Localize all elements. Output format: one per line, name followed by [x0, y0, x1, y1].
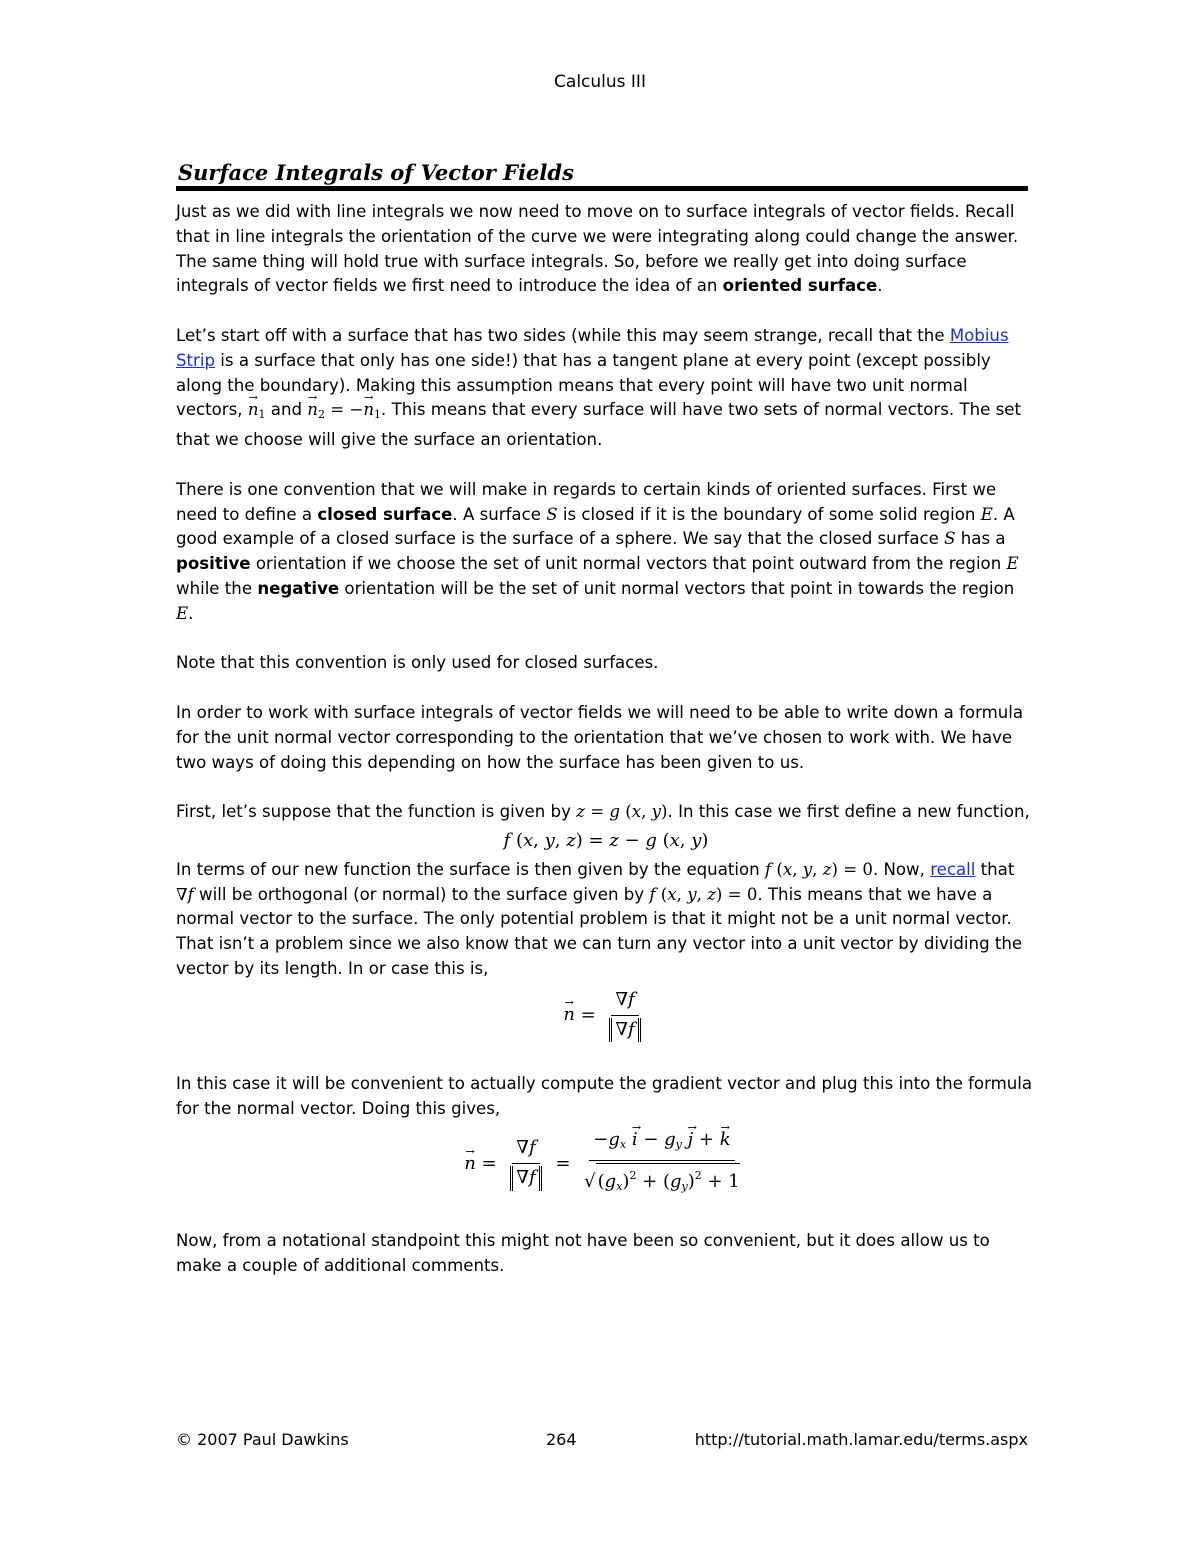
math-f-eq-0: f (x, y, z) = 0 [764, 859, 873, 879]
text: and [265, 400, 308, 420]
running-header: Calculus III [554, 72, 646, 92]
text: . Now, [872, 859, 931, 879]
text: is a surface that only has one side!) that has a tangent plane at every point (except possibly along the boundary). Making this assumption means that every point will have two unit normal vectors, [176, 350, 991, 420]
recall-link[interactable]: recall [930, 859, 976, 879]
paragraph-unit-normal: In order to work with surface integrals of vector fields we will need to be able to write down a formula for the unit normal vector corresponding to the orientation that we’ve chosen to work with. We have two ways of doing this depending on how the surface has been given to us. [176, 702, 1024, 772]
text: . This means that every surface will have two sets of normal vectors. The set that we choose will give the surface an orientation. [176, 400, 1021, 450]
term-negative: negative [257, 578, 340, 598]
title-rule [176, 186, 1028, 191]
text: has a [955, 529, 1006, 549]
math-S: S [546, 504, 558, 524]
section-title: Surface Integrals of Vector Fields [178, 160, 574, 185]
equation-unit-normal: → n = $\frac{\nabla f}{\nabla f}$ [176, 988, 1036, 1043]
text: . [877, 276, 883, 296]
text: . A good example of a closed surface is the surface of a sphere. We say that the closed surface [176, 504, 1015, 549]
math-grad-f: ∇f [176, 884, 194, 904]
text: There is one convention that we will make in regards to certain kinds of oriented surfaces. First we need to define a [176, 479, 997, 524]
footer-url: http://tutorial.math.lamar.edu/terms.aspx [694, 1430, 1028, 1449]
equation-normal-expanded: → n = $\frac{\nabla f}{\nabla f}$ = $\frac{-g_x \to i - g_y \to j + \to k}{√ (g_x)^2 + (g_y)^2 + 1}$ [176, 1128, 1036, 1200]
text: In terms of our new function the surface is then given by the equation [176, 859, 765, 879]
math-E: E [176, 603, 189, 623]
paragraph-compute: In this case it will be convenient to actually compute the gradient vector and plug this into the formula for the normal vector. Doing this gives, [176, 1074, 1033, 1119]
text: will be orthogonal (or normal) to the surface given by [193, 884, 650, 904]
paragraph-two-sides [176, 324, 1036, 453]
term-closed-surface: closed surface [317, 504, 453, 524]
paragraph-gradient [176, 858, 1036, 982]
text: . This means that we have a normal vector to the surface. The only potential problem is that it might not be a unit normal vector. That isn’t a problem since we also know that we can turn any vector into a unit vector by dividing the vector by its length. In or case this is, [176, 884, 1023, 978]
paragraph-notational: Now, from a notational standpoint this might not have been so convenient, but it does allow us to make a couple of additional comments. [176, 1231, 990, 1276]
text: . In this case we first define a new function, [667, 802, 1030, 822]
math-n2-eq: → $n_2$ = −→ $n_1$ [307, 400, 381, 419]
equation-f-def: f (x, y, z) = z − g (x, y) [503, 829, 709, 851]
text: Just as we did with line integrals we now need to move on to surface integrals of vector fields. Recall that in line integrals the orientation of the curve we were integrating along could change the answer. The same thing will hold true with surface integrals. So, before we really get into doing surface integrals of vector fields we first need to introduce the idea of an [176, 202, 1019, 296]
text: Let’s start off with a surface that has two sides (while this may seem strange, recall that the [176, 325, 950, 345]
math-E: E [1006, 554, 1019, 574]
term-positive: positive [176, 554, 251, 574]
document-body [176, 200, 1036, 1304]
text: that [975, 859, 1015, 879]
mobius-strip-link[interactable]: Mobius Strip [176, 325, 1009, 370]
term-oriented-surface: oriented surface [722, 276, 878, 296]
footer-copyright: © 2007 Paul Dawkins [176, 1430, 349, 1449]
paragraph-note: Note that this convention is only used for closed surfaces. [176, 653, 659, 673]
text: . A surface [452, 504, 547, 524]
text: orientation will be the set of unit normal vectors that point in towards the region [339, 578, 1015, 598]
text: is closed if it is the boundary of some solid region [557, 504, 981, 524]
text: First, let’s suppose that the function is given by [176, 802, 577, 822]
math-n1: → $n_1$ [248, 400, 266, 419]
paragraph-intro [176, 200, 1036, 299]
text: orientation if we choose the set of unit normal vectors that point outward from the region [250, 554, 1007, 574]
math-S: S [944, 529, 956, 549]
math-z-eq-g: z = g (x, y) [576, 802, 668, 822]
paragraph-first-case [176, 800, 1036, 825]
paragraph-closed-surface [176, 478, 1036, 627]
text: while the [176, 578, 258, 598]
footer-page-number: 264 [546, 1430, 577, 1449]
math-f-eq-0: f (x, y, z) = 0 [649, 884, 758, 904]
text: . [188, 603, 194, 623]
math-E: E [980, 504, 993, 524]
